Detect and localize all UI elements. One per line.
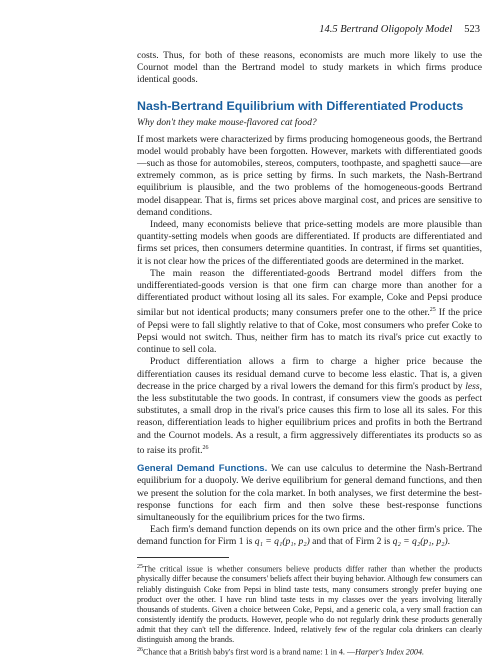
footnote-26-text: Chance that a British baby's first word is a brand name: 1 in 4. — [143, 647, 356, 657]
footnote-ref-26[interactable]: 26 [202, 444, 209, 451]
subsection-paragraph-2 [137, 524, 482, 548]
subsection-text-2a: Each firm's demand function depends on its own price and the other firm's price. The demand function for Firm 1 is [137, 524, 482, 548]
subsection-text-1: We can use calculus to determine the Nash-Bertrand equilibrium for a duopoly. We derive equilibrium for general demand functions, and then we present the solution for the cola market. In both analyses, we first determine the best-response functions for each firm and then solve these best-response functions simultaneously for the equilibrium prices for the two firms. [137, 463, 482, 524]
section-paragraph-2: Indeed, many economists believe that price-setting models are more plausible than quantity-setting models when goods are differentiated. If products are differentiated and firms set prices, then consumers determine quantities. In contrast, if firms set quantities, it is not clear how the prices of the differentiated goods are determined in the market. [137, 219, 482, 267]
header-title: 14.5 Bertrand Oligopoly Model [319, 24, 453, 35]
equation-firm-2: q₂ = q₂(p₁, p₂) [392, 536, 448, 548]
subsection-text-2b: and that of Firm 2 is [309, 536, 393, 548]
subsection-title: General Demand Functions. [137, 463, 268, 475]
paragraph-3-text-b: If the price of Pepsi were to fall slightly relative to that of Coke, most consumers who prefer Coke to Pepsi would not switch. Thus, neither firm has to match its rival's price cut exactly to continue to sell cola. [137, 307, 483, 356]
intro-paragraph: costs. Thus, for both of these reasons, economists are much more likely to use the Cournot model than the Bertrand model to study markets in which firms produce identical goods. [137, 50, 482, 86]
emphasis-less: less [465, 380, 480, 392]
equation-firm-1: q₁ = q₁(p₁, p₂) [254, 536, 310, 548]
footnote-26-source: Harper's Index 2004. [355, 647, 425, 657]
section-paragraph-3 [137, 268, 482, 357]
footnote-26-number: 26 [137, 647, 143, 654]
section-title: Nash-Bertrand Equilibrium with Differentiated Products [137, 98, 464, 113]
subsection-text-2c: . [447, 536, 451, 548]
page-number: 523 [464, 24, 480, 35]
footnote-26 [137, 645, 482, 658]
section-paragraph-4 [137, 356, 482, 457]
subsection-paragraph-1 [137, 463, 482, 524]
footnote-rule [137, 557, 229, 558]
text-column [137, 50, 482, 658]
paragraph-4-text-a: Product differentiation allows a firm to charge a higher price because the differentiation causes its residual demand curve to become less elastic. That is, a given decrease in the price charged by a rival lowers the demand for this firm's product by [137, 356, 482, 392]
paragraph-3-text: The main reason the differentiated-goods Bertrand model differs from the undifferentiated-goods version is that one firm can charge more than another for a differentiated product without losing all its sales. For example, Coke and Pepsi produce similar but not identical products; many consumers prefer one to the other. [137, 267, 482, 319]
running-header [262, 24, 480, 35]
footnote-25 [137, 562, 482, 645]
paragraph-4-text-b: , the less substitutable the two goods. In contrast, if consumers view the goods as perfect substitutes, a small drop in the rival's price causes this firm to lose all its sales. For this reason, differentiation leads to higher equilibrium prices and profits in both the Bertrand and the Cournot models. As a result, a firm aggressively differentiates its products so as to raise its profit. [137, 380, 482, 457]
footnote-ref-25[interactable]: 25 [429, 307, 436, 314]
footnote-25-text: The critical issue is whether consumers believe products differ rather than whether the products physically differ because the consumers' beliefs affect their buying behavior. Although few consumers can reliably distinguish Coke from Pepsi in blind taste tests, many consumers strongly prefer buying one product over the other. I have run blind taste tests in my classes over the years involving literally thousands of students. Given a choice between Coke, Pepsi, and a generic cola, a very small fraction can consistently identify the products. However, people who do not regularly drink these products generally admit that they can't tell the difference. Indeed, relatively few of the regular cola drinkers can clearly distinguish among the brands. [137, 564, 482, 645]
section-question: Why don't they make mouse-flavored cat food? [137, 116, 317, 128]
footnote-25-number: 25 [137, 563, 143, 570]
section-paragraph-1: If most markets were characterized by firms producing homogeneous goods, the Bertrand model would probably have been forgotten. However, markets with differentiated goods—such as those for automobiles, stereos, computers, toothpaste, and spaghetti sauce—are extremely common, as is price setting by firms. In such markets, the Nash-Bertrand equilibrium is plausible, and the two problems of the homogeneous-goods Bertrand model disappear. That is, firms set prices above marginal cost, and prices are sensitive to demand conditions. [137, 133, 482, 218]
